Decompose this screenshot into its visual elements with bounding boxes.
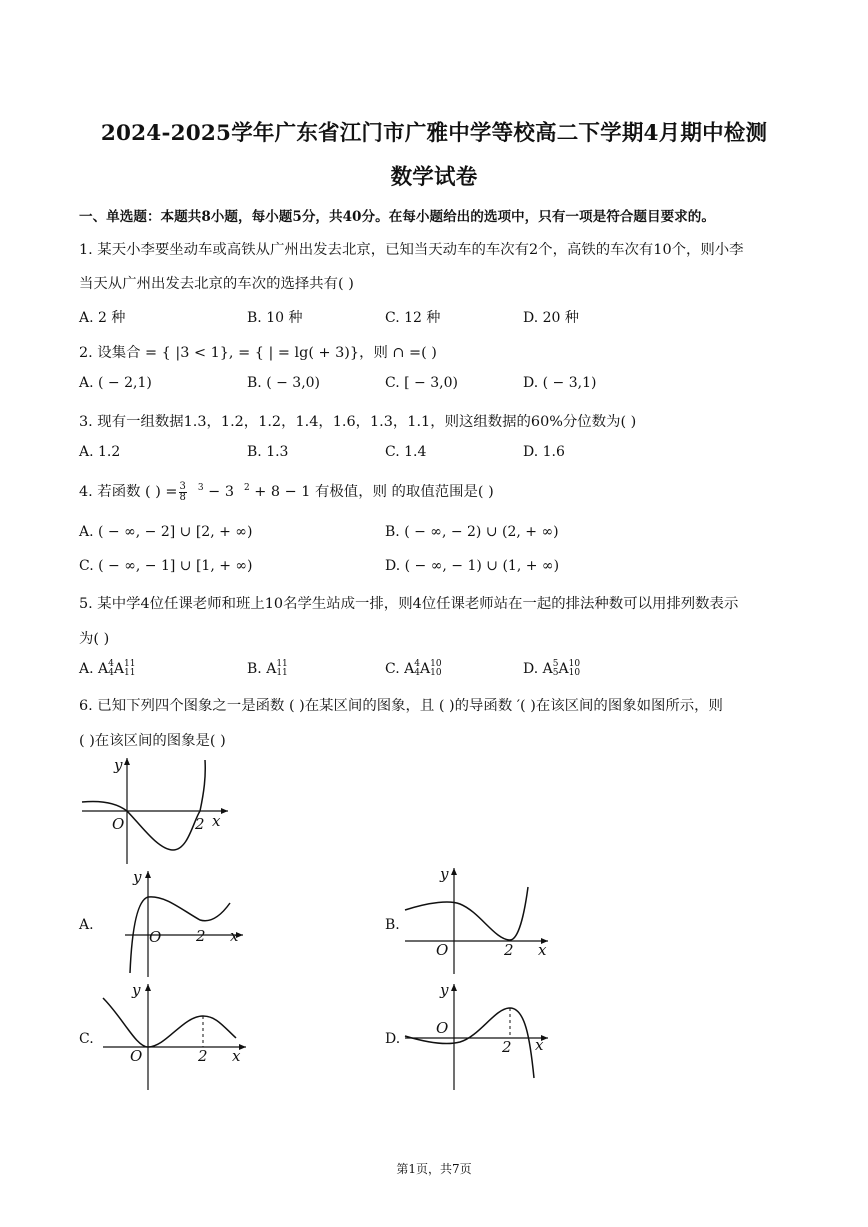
question-6-option-a-graph[interactable] [120, 865, 250, 980]
question-2-stem: 2. 设集合 = { |3 < 1}, = { | = lg( + 3)}，则 ∩ =( ) [79, 345, 437, 361]
question-3-option-b[interactable]: B. 1.3 [247, 444, 289, 460]
question-6-line1: 6. 已知下列四个图象之一是函数 ( )在某区间的图象，且 ( )的导函数 ′( )在该区间的图象如图所示，则 [79, 698, 723, 714]
svg-text:x: x [535, 1036, 544, 1054]
svg-text:2: 2 [504, 941, 514, 959]
question-6-option-a-label[interactable]: A. [79, 917, 94, 933]
question-1-line1: 1. 某天小李要坐动车或高铁从广州出发去北京，已知当天动车的车次有2个，高铁的车次有10个，则小李 [79, 242, 744, 258]
question-1-option-c[interactable]: C. 12 种 [385, 310, 441, 326]
question-6-option-b-label[interactable]: B. [385, 917, 400, 933]
derivative-graph [78, 752, 238, 867]
question-5-option-a[interactable]: A. A 4 4 A 11 11 [79, 659, 136, 678]
question-6-option-b-graph[interactable] [400, 862, 555, 977]
y-label: y [114, 756, 123, 774]
page-footer: 第1页，共7页 [396, 1162, 472, 1176]
question-1-option-a[interactable]: A. 2 种 [79, 310, 126, 326]
question-2-option-b[interactable]: B. ( − 3,0) [247, 375, 321, 391]
page-title: 2024-2025学年广东省江门市广雅中学等校高二下学期4月期中检测 [100, 121, 768, 146]
svg-text:O: O [149, 928, 162, 946]
question-4-option-b[interactable]: B. ( − ∞, − 2) ∪ (2, + ∞) [385, 524, 559, 540]
svg-text:2: 2 [196, 927, 206, 945]
question-6-option-c-label[interactable]: C. [79, 1031, 94, 1047]
question-4-stem: 4. 若函数 ( ) = $\frac{3}{8}$ $^3$ − 3 $^2$ + 8 − 1 有极值，则 的取值范围是( ) [79, 480, 494, 503]
origin-label: O [112, 815, 125, 833]
svg-text:2: 2 [502, 1038, 512, 1056]
svg-text:O: O [436, 1019, 449, 1037]
svg-text:y: y [440, 981, 449, 999]
tick-label-2: 2 [195, 815, 205, 833]
question-3-option-c[interactable]: C. 1.4 [385, 444, 427, 460]
question-3-option-d[interactable]: D. 1.6 [523, 444, 565, 460]
question-2-option-d[interactable]: D. ( − 3,1) [523, 375, 597, 391]
svg-text:x: x [538, 941, 547, 959]
page-subtitle: 数学试卷 [390, 165, 478, 190]
question-3-option-a[interactable]: A. 1.2 [79, 444, 121, 460]
x-label: x [212, 812, 221, 830]
svg-text:y: y [132, 981, 141, 999]
section-header: 一、单选题：本题共8小题，每小题5分，共40分。在每小题给出的选项中，只有一项是符合题目要求的。 [79, 209, 715, 225]
question-5-option-d[interactable]: D. A 5 5 A 10 10 [523, 659, 581, 678]
svg-text:2: 2 [198, 1047, 208, 1065]
svg-text:O: O [130, 1047, 143, 1065]
question-1-option-b[interactable]: B. 10 种 [247, 310, 303, 326]
question-1-line2: 当天从广州出发去北京的车次的选择共有( ) [79, 276, 354, 292]
svg-text:x: x [232, 1047, 241, 1065]
svg-text:x: x [230, 927, 239, 945]
derivative-curve [82, 760, 205, 850]
question-5-line2: 为( ) [79, 631, 110, 647]
question-4-option-d[interactable]: D. ( − ∞, − 1) ∪ (1, + ∞) [385, 558, 560, 574]
svg-text:O: O [436, 941, 449, 959]
question-6-line2: ( )在该区间的图象是( ) [79, 733, 226, 749]
question-2-option-a[interactable]: A. ( − 2,1) [79, 375, 152, 391]
question-5-option-b[interactable]: B. A 11 11 [247, 659, 288, 678]
question-6-option-d-label[interactable]: D. [385, 1031, 401, 1047]
svg-text:y: y [133, 868, 142, 886]
question-2-option-c[interactable]: C. [ − 3,0) [385, 375, 458, 391]
fraction: $\frac{3}{8}$ [179, 480, 186, 503]
question-1-option-d[interactable]: D. 20 种 [523, 310, 579, 326]
question-6-option-d-graph[interactable] [400, 978, 555, 1093]
question-4-option-a[interactable]: A. ( − ∞, − 2] ∪ [2, + ∞) [79, 524, 253, 540]
svg-text:y: y [440, 865, 449, 883]
question-4-option-c[interactable]: C. ( − ∞, − 1] ∪ [1, + ∞) [79, 558, 253, 574]
question-5-line1: 5. 某中学4位任课老师和班上10名学生站成一排，则4位任课老师站在一起的排法种数可以用排列数表示 [79, 596, 739, 612]
question-5-option-c[interactable]: C. A 4 4 A 10 10 [385, 659, 442, 678]
question-4-prefix: 4. 若函数 ( ) = [79, 484, 178, 500]
question-3-stem: 3. 现有一组数据1.3，1.2，1.2，1.4，1.6，1.3，1.1，则这组数据的60%分位数为( ) [79, 414, 637, 430]
question-6-option-c-graph[interactable] [98, 978, 253, 1093]
